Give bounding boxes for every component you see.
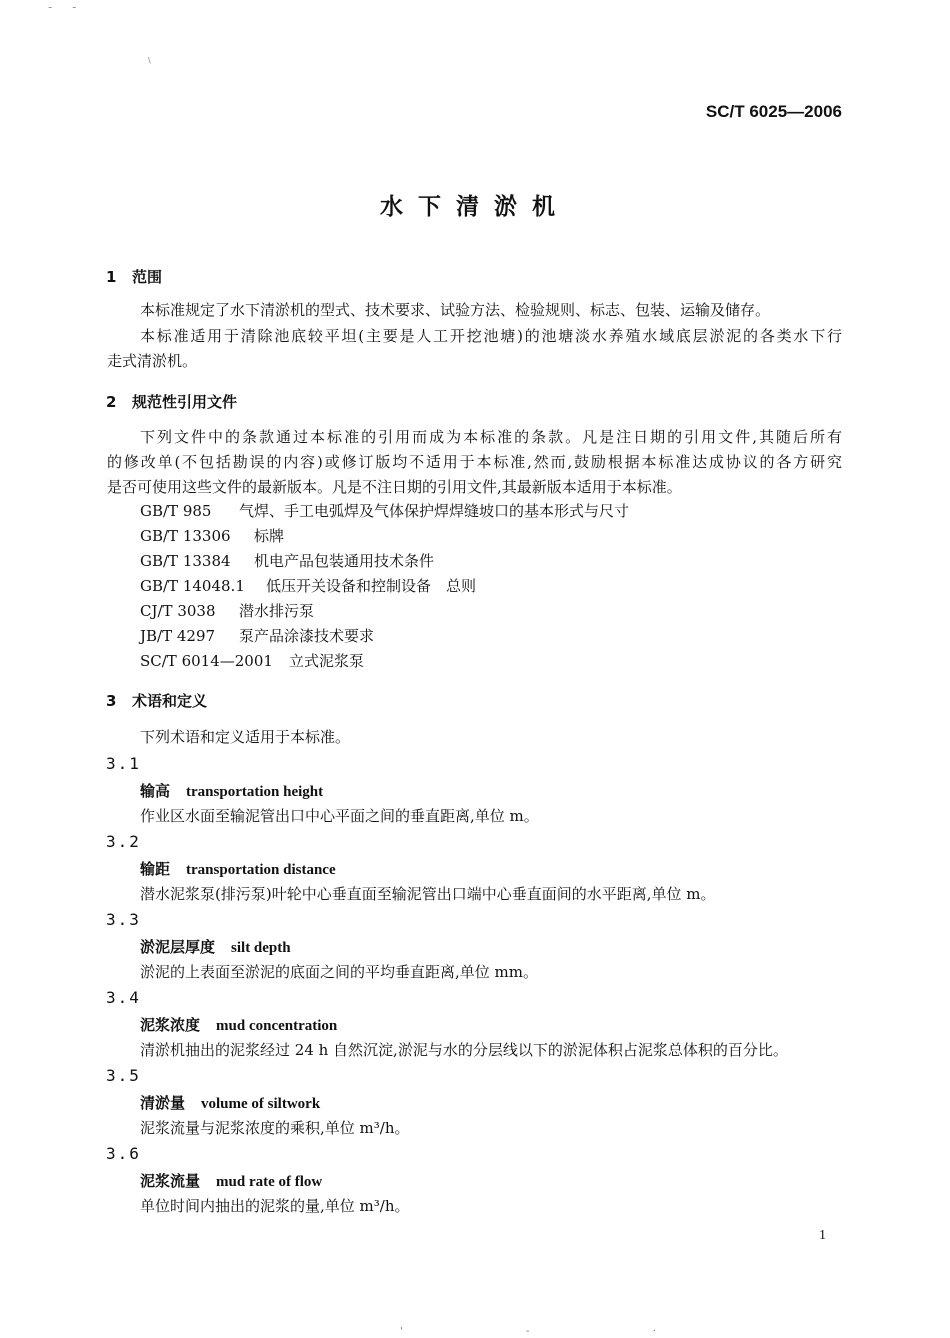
term-en: silt depth (231, 940, 291, 956)
reference-name: 低压开关设备和控制设备 总则 (266, 577, 477, 595)
scan-mark-top: - - (48, 0, 85, 14)
term-number: 3.3 (106, 910, 141, 929)
term-zh: 输高 (140, 782, 171, 800)
reference-item (140, 500, 629, 521)
term-title (140, 1014, 337, 1035)
reference-name: 机电产品包装通用技术条件 (254, 552, 435, 570)
reference-item (140, 550, 434, 571)
term-title (140, 780, 323, 801)
term-definition: 泥浆流量与泥浆浓度的乘积,单位 m³/h。 (140, 1119, 410, 1137)
term-number: 3.2 (106, 832, 141, 851)
reference-code: SC/T 6014—2001 (140, 652, 273, 670)
term-definition: 清淤机抽出的泥浆经过 24 h 自然沉淀,淤泥与水的分层线以下的淤泥体积占泥浆总体积的百分比。 (140, 1041, 788, 1059)
term-number: 3.1 (106, 754, 141, 773)
term-title (140, 1170, 322, 1191)
page-number: 1 (819, 1228, 826, 1243)
section-title: 规范性引用文件 (132, 393, 238, 411)
reference-item (140, 650, 364, 671)
paragraph-line: 本标准适用于清除池底较平坦(主要是人工开挖池塘)的池塘淡水养殖水域底层淤泥的各类水下行 (140, 327, 842, 345)
paragraph-line: 下列文件中的条款通过本标准的引用而成为本标准的条款。凡是注日期的引用文件,其随后所有 (140, 428, 842, 446)
paragraph-line: 的修改单(不包括勘误的内容)或修订版均不适用于本标准,然而,鼓励根据本标准达成协议的各方研究 (107, 453, 842, 471)
term-zh: 泥浆浓度 (140, 1016, 201, 1034)
reference-code: GB/T 985 (140, 502, 212, 520)
reference-name: 标牌 (254, 527, 285, 545)
section-heading-terms (106, 690, 207, 711)
paragraph: 下列术语和定义适用于本标准。 (140, 728, 351, 746)
section-heading-scope (106, 266, 162, 287)
term-zh: 清淤量 (140, 1094, 186, 1112)
reference-item (140, 575, 476, 596)
reference-item (140, 625, 374, 646)
term-zh: 淤泥层厚度 (140, 938, 216, 956)
reference-name: 潜水排污泵 (239, 602, 315, 620)
term-zh: 泥浆流量 (140, 1172, 201, 1190)
term-title (140, 936, 291, 957)
section-number: 1 (106, 268, 117, 286)
term-number: 3.5 (106, 1066, 141, 1085)
standard-code: SC/T 6025—2006 (705, 102, 842, 121)
term-zh: 输距 (140, 860, 171, 878)
reference-name: 立式泥浆泵 (289, 652, 365, 670)
term-number: 3.6 (106, 1144, 141, 1163)
term-en: volume of siltwork (201, 1096, 321, 1112)
paragraph: 本标准规定了水下清淤机的型式、技术要求、试验方法、检验规则、标志、包装、运输及储存。 (140, 301, 771, 319)
section-heading-normative-references (106, 391, 237, 412)
term-number: 3.4 (106, 988, 141, 1007)
reference-code: CJ/T 3038 (140, 602, 216, 620)
section-number: 3 (106, 692, 117, 710)
reference-code: JB/T 4297 (140, 627, 216, 645)
paragraph-line: 是否可使用这些文件的最新版本。凡是不注日期的引用文件,其最新版本适用于本标准。 (107, 478, 682, 496)
term-en: mud concentration (216, 1018, 338, 1034)
term-definition: 淤泥的上表面至淤泥的底面之间的平均垂直距离,单位 mm。 (140, 963, 538, 981)
term-en: mud rate of flow (216, 1174, 323, 1190)
term-en: transportation distance (186, 862, 336, 878)
reference-code: GB/T 13384 (140, 552, 231, 570)
term-definition: 单位时间内抽出的泥浆的量,单位 m³/h。 (140, 1197, 410, 1215)
section-title: 范围 (132, 268, 163, 286)
document-title: 水下清淤机 (380, 194, 570, 220)
reference-item (140, 525, 284, 546)
scan-mark-tick: \ (148, 56, 151, 65)
reference-name: 气焊、手工电弧焊及气体保护焊焊缝坡口的基本形式与尺寸 (239, 502, 630, 520)
reference-code: GB/T 13306 (140, 527, 231, 545)
scan-mark-bottom: ' - · (400, 1326, 716, 1337)
section-number: 2 (106, 393, 117, 411)
paragraph-line: 走式清淤机。 (107, 352, 198, 370)
term-en: transportation height (186, 784, 324, 800)
term-definition: 作业区水面至输泥管出口中心平面之间的垂直距离,单位 m。 (140, 807, 539, 825)
section-title: 术语和定义 (132, 692, 208, 710)
reference-name: 泵产品涂漆技术要求 (239, 627, 375, 645)
term-definition: 潜水泥浆泵(排污泵)叶轮中心垂直面至输泥管出口端中心垂直面间的水平距离,单位 m。 (140, 885, 716, 903)
reference-code: GB/T 14048.1 (140, 577, 245, 595)
term-title (140, 1092, 320, 1113)
reference-item (140, 600, 314, 621)
term-title (140, 858, 336, 879)
